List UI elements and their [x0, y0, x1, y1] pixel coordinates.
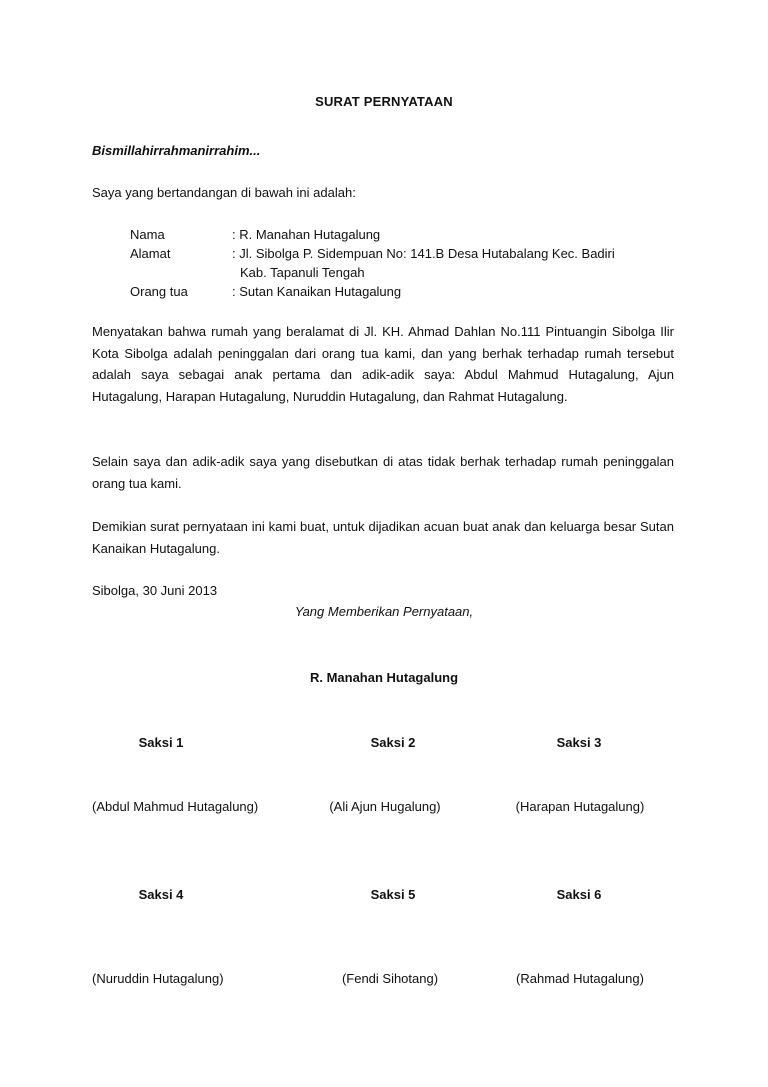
- statement-paragraph: Menyatakan bahwa rumah yang beralamat di Jl. KH. Ahmad Dahlan No.111 Pintuangin Sibolga Ilir Kota Sibolga adalah peninggalan dari orang tua kami, dan yang berhak terhadap rumah tersebut adalah saya sebagai anak pertama dan adik-adik saya: Abdul Mahmud Hutagalung, Ajun Hutagalung, Harapan Hutagalung, Nuruddin Hutagalung, dan Rahmat Hutagalung.: [92, 324, 674, 404]
- intro-text: Saya yang bertandangan di bawah ini adalah:: [92, 185, 356, 200]
- signer-name: R. Manahan Hutagalung: [309, 670, 459, 685]
- closing-phrase: Yang Memberikan Pernyataan,: [294, 604, 474, 619]
- witness-6-name: (Rahmad Hutagalung): [516, 971, 644, 986]
- witness-2-label: Saksi 2: [370, 735, 416, 750]
- name-value: : R. Manahan Hutagalung: [232, 227, 381, 242]
- document-title: SURAT PERNYATAAN: [315, 94, 453, 109]
- witness-1-label: Saksi 1: [138, 735, 184, 750]
- name-label: Nama: [130, 227, 165, 242]
- witness-2-name: (Ali Ajun Hugalung): [329, 799, 441, 814]
- exclusion-paragraph: Selain saya dan adik-adik saya yang disebutkan di atas tidak berhak terhadap rumah peninggalan orang tua kami.: [92, 454, 674, 491]
- witness-3-label: Saksi 3: [556, 735, 602, 750]
- witness-3-name: (Harapan Hutagalung): [515, 799, 645, 814]
- basmalah: Bismillahirrahmanirrahim...: [92, 143, 261, 158]
- address-value-line2: Kab. Tapanuli Tengah: [240, 265, 365, 280]
- witness-1-name: (Abdul Mahmud Hutagalung): [92, 799, 259, 814]
- witness-6-label: Saksi 6: [556, 887, 602, 902]
- witness-5-name: (Fendi Sihotang): [341, 971, 439, 986]
- parent-value: : Sutan Kanaikan Hutagalung: [232, 284, 402, 299]
- parent-label: Orang tua: [130, 284, 188, 299]
- witness-5-label: Saksi 5: [370, 887, 416, 902]
- closing-paragraph: Demikian surat pernyataan ini kami buat, untuk dijadikan acuan buat anak dan keluarga besar Sutan Kanaikan Hutagalung.: [92, 519, 674, 556]
- witness-4-label: Saksi 4: [138, 887, 184, 902]
- address-value-line1: : Jl. Sibolga P. Sidempuan No: 141.B Desa Hutabalang Kec. Badiri: [232, 246, 615, 261]
- witness-4-name: (Nuruddin Hutagalung): [92, 971, 224, 986]
- address-label: Alamat: [130, 246, 171, 261]
- place-date: Sibolga, 30 Juni 2013: [92, 583, 218, 598]
